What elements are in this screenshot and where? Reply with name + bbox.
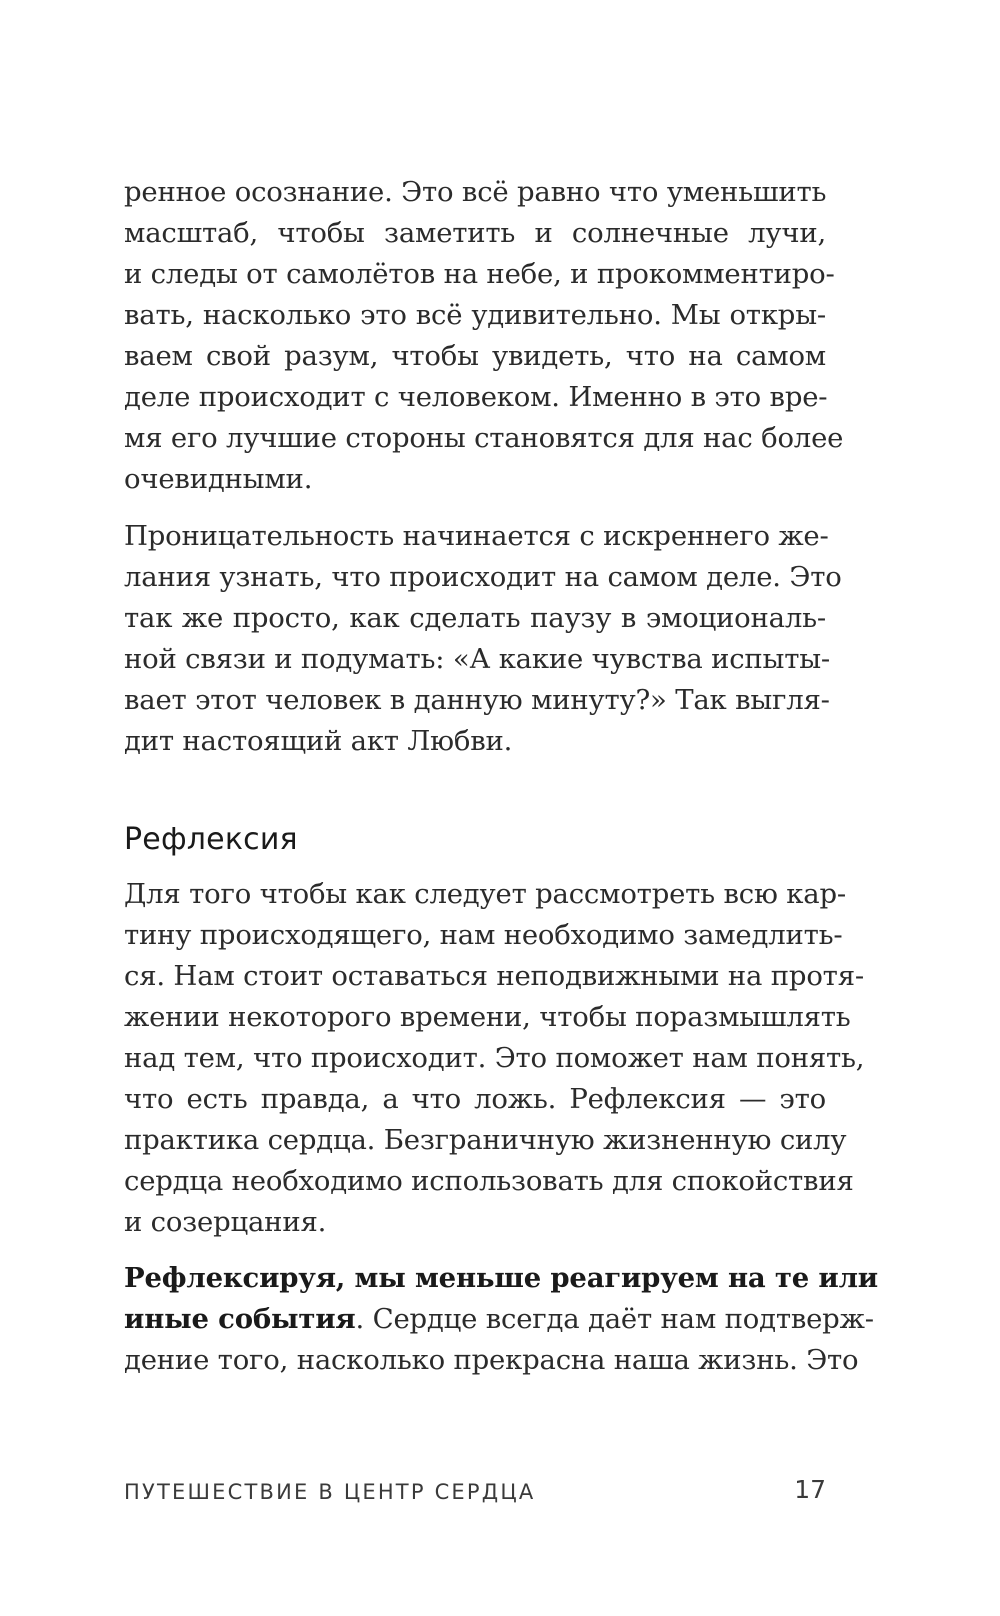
text-line: Для того чтобы как следует рассмотреть всю кар- (124, 878, 846, 910)
text-line: и созерцания. (124, 1206, 327, 1238)
paragraph-2 (124, 516, 842, 762)
running-footer-title: ПУТЕШЕСТВИЕ В ЦЕНТР СЕРДЦА (124, 1480, 536, 1504)
paragraph-4 (124, 1258, 878, 1381)
text-line (124, 1299, 874, 1340)
text-line: ся. Нам стоит оставаться неподвижными на протя- (124, 960, 864, 992)
paragraph-1 (124, 172, 844, 500)
text-line: Проницательность начинается с искреннего же- (124, 520, 829, 552)
text-line: над тем, что происходит. Это поможет нам понять, (124, 1042, 865, 1074)
text-line (124, 1258, 878, 1299)
text-line: практика сердца. Безграничную жизненную силу (124, 1124, 847, 1156)
page-number: 17 (794, 1475, 826, 1504)
paragraph-3 (124, 874, 865, 1243)
text-line: ной связи и подумать: «А какие чувства испыты- (124, 643, 831, 675)
text-line: ваем свой разум, чтобы увидеть, что на самом (124, 340, 826, 372)
text-line: масштаб, чтобы заметить и солнечные лучи, (124, 217, 826, 249)
regular-text: . Сердце всегда даёт нам подтверж- (355, 1303, 874, 1335)
text-line: и следы от самолётов на небе, и прокомментиро- (124, 258, 835, 290)
text-line: очевидными. (124, 463, 313, 495)
text-line: жении некоторого времени, чтобы поразмышлять (124, 1001, 851, 1033)
text-line: дение того, насколько прекрасна наша жизнь. Это (124, 1344, 859, 1376)
bold-text: иные события (124, 1303, 356, 1335)
bold-text: Рефлексируя, мы меньше реагируем на те или (124, 1262, 878, 1294)
text-line: дит настоящий акт Любви. (124, 725, 513, 757)
text-line: вает этот человек в данную минуту?» Так выгля- (124, 684, 830, 716)
text-line: лания узнать, что происходит на самом деле. Это (124, 561, 842, 593)
text-line: так же просто, как сделать паузу в эмоциональ- (124, 602, 826, 634)
text-line: сердца необходимо использовать для спокойствия (124, 1165, 854, 1197)
section-heading: Рефлексия (124, 822, 298, 857)
text-line: деле происходит с человеком. Именно в это вре- (124, 381, 828, 413)
text-line: мя его лучшие стороны становятся для нас более (124, 422, 844, 454)
text-line: вать, насколько это всё удивительно. Мы откры- (124, 299, 826, 331)
text-line: что есть правда, а что ложь. Рефлексия — это (124, 1083, 826, 1115)
text-line: тину происходящего, нам необходимо замедлить- (124, 919, 843, 951)
text-line: ренное осознание. Это всё равно что уменьшить (124, 176, 827, 208)
